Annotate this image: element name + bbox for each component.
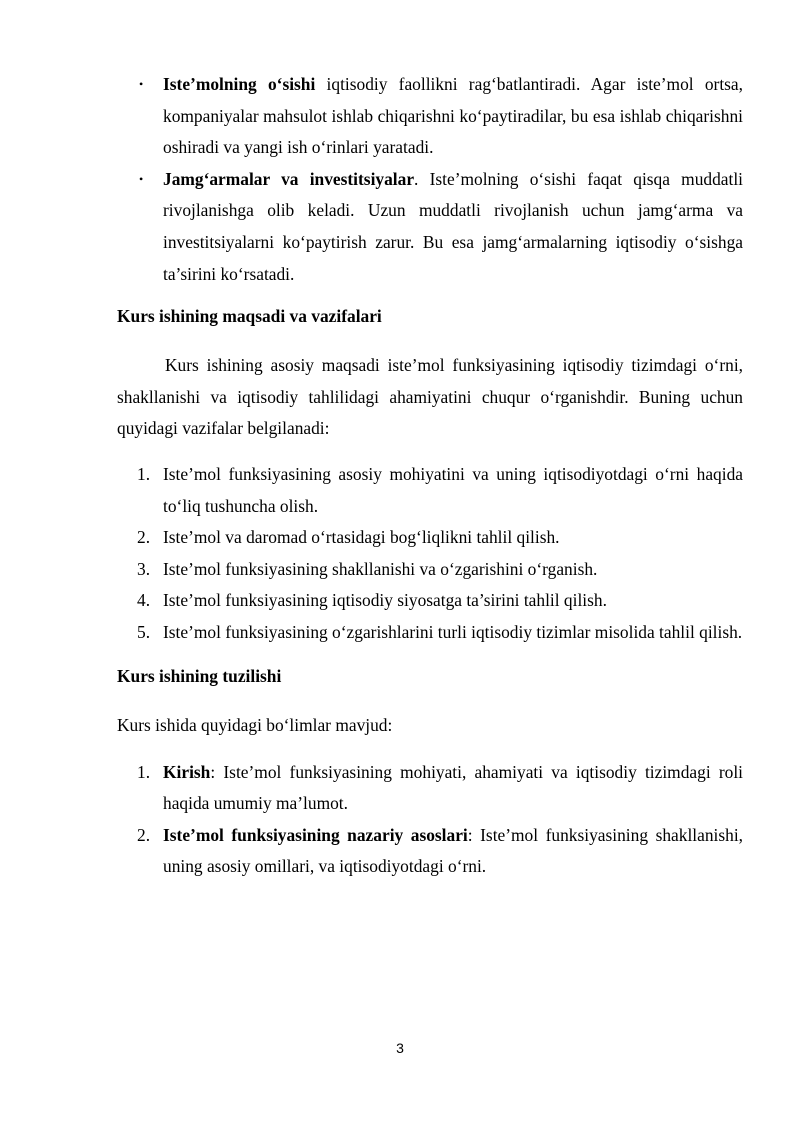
- document-page: [117, 69, 743, 883]
- task-item: [117, 585, 743, 617]
- task-number: 2.: [137, 527, 151, 548]
- bullet-item: [117, 164, 743, 290]
- task-number: 3.: [137, 558, 151, 579]
- part-number: 1.: [137, 761, 151, 782]
- structure-intro: Kurs ishida quyidagi bo‘limlar mavjud:: [117, 714, 393, 735]
- task-text: Iste’mol funksiyasining shakllanishi va o‘zgarishini o‘rganish.: [163, 558, 598, 579]
- task-text: Iste’mol funksiyasining o‘zgarishlarini turli iqtisodiy tizimlar misolida tahlil qilish.: [163, 621, 743, 642]
- task-number: 1.: [137, 463, 151, 484]
- bullet-list: [117, 69, 743, 290]
- bullet-term: Iste’molning o‘sishi: [163, 74, 316, 94]
- bullet-text: iqtisodiy faollikni rag‘batlantiradi. Agar iste’mol ortsa, kompaniyalar mahsulot ishlab chiqarishni ko‘paytiradilar, bu esa ishlab chiqarishni oshiradi va yangi ish o‘rinlari yaratadi.: [163, 74, 743, 158]
- task-text: Iste’mol funksiyasining asosiy mohiyatini va uning iqtisodiyotdagi o‘rni haqida to‘liq tushuncha olish.: [163, 463, 743, 516]
- part-number: 2.: [137, 824, 151, 845]
- page-number: 3: [396, 1040, 404, 1056]
- bullet-term: Jamg‘armalar va investitsiyalar: [163, 168, 415, 189]
- section-heading-structure: Kurs ishining tuzilishi: [117, 665, 282, 686]
- part-text: : Iste’mol funksiyasining mohiyati, ahamiyati va iqtisodiy tizimdagi roli haqida umumiy ma’lumot.: [163, 761, 743, 814]
- part-term: Kirish: [163, 761, 211, 782]
- task-text: Iste’mol funksiyasining iqtisodiy siyosatga ta’sirini tahlil qilish.: [163, 590, 607, 611]
- goals-paragraph: Kurs ishining asosiy maqsadi iste’mol funksiyasining iqtisodiy tizimdagi o‘rni, shakllanishi va iqtisodiy tahlilidagi ahamiyatini chuqur o‘rganishdir. Buning uchun quyidagi vazifalar belgilanadi:: [117, 355, 743, 439]
- task-item: [117, 459, 743, 522]
- task-item: [117, 554, 743, 586]
- part-item: [117, 757, 743, 820]
- tasks-list: [117, 459, 743, 649]
- task-item: [117, 617, 743, 649]
- parts-list: [117, 757, 743, 883]
- part-item: [117, 820, 743, 883]
- section-heading-goals: Kurs ishining maqsadi va vazifalari: [117, 306, 382, 327]
- part-text: : Iste’mol funksiyasining shakllanishi, uning asosiy omillari, va iqtisodiyotdagi o‘rni.: [163, 824, 743, 877]
- task-number: 4.: [137, 590, 151, 611]
- part-term: Iste’mol funksiyasining nazariy asoslari: [163, 824, 468, 845]
- bullet-item: [117, 69, 743, 164]
- bullet-text: . Iste’molning o‘sishi faqat qisqa muddatli rivojlanishga olib keladi. Uzun muddatli rivojlanish uchun jamg‘arma va investitsiyalarni ko‘paytirish zarur. Bu esa jamg‘armalarning iqtisodiy o‘sishga ta’sirini ko‘rsatadi.: [163, 168, 743, 284]
- task-number: 5.: [137, 621, 151, 642]
- task-text: Iste’mol va daromad o‘rtasidagi bog‘liqlikni tahlil qilish.: [163, 527, 560, 548]
- task-item: [117, 522, 743, 554]
